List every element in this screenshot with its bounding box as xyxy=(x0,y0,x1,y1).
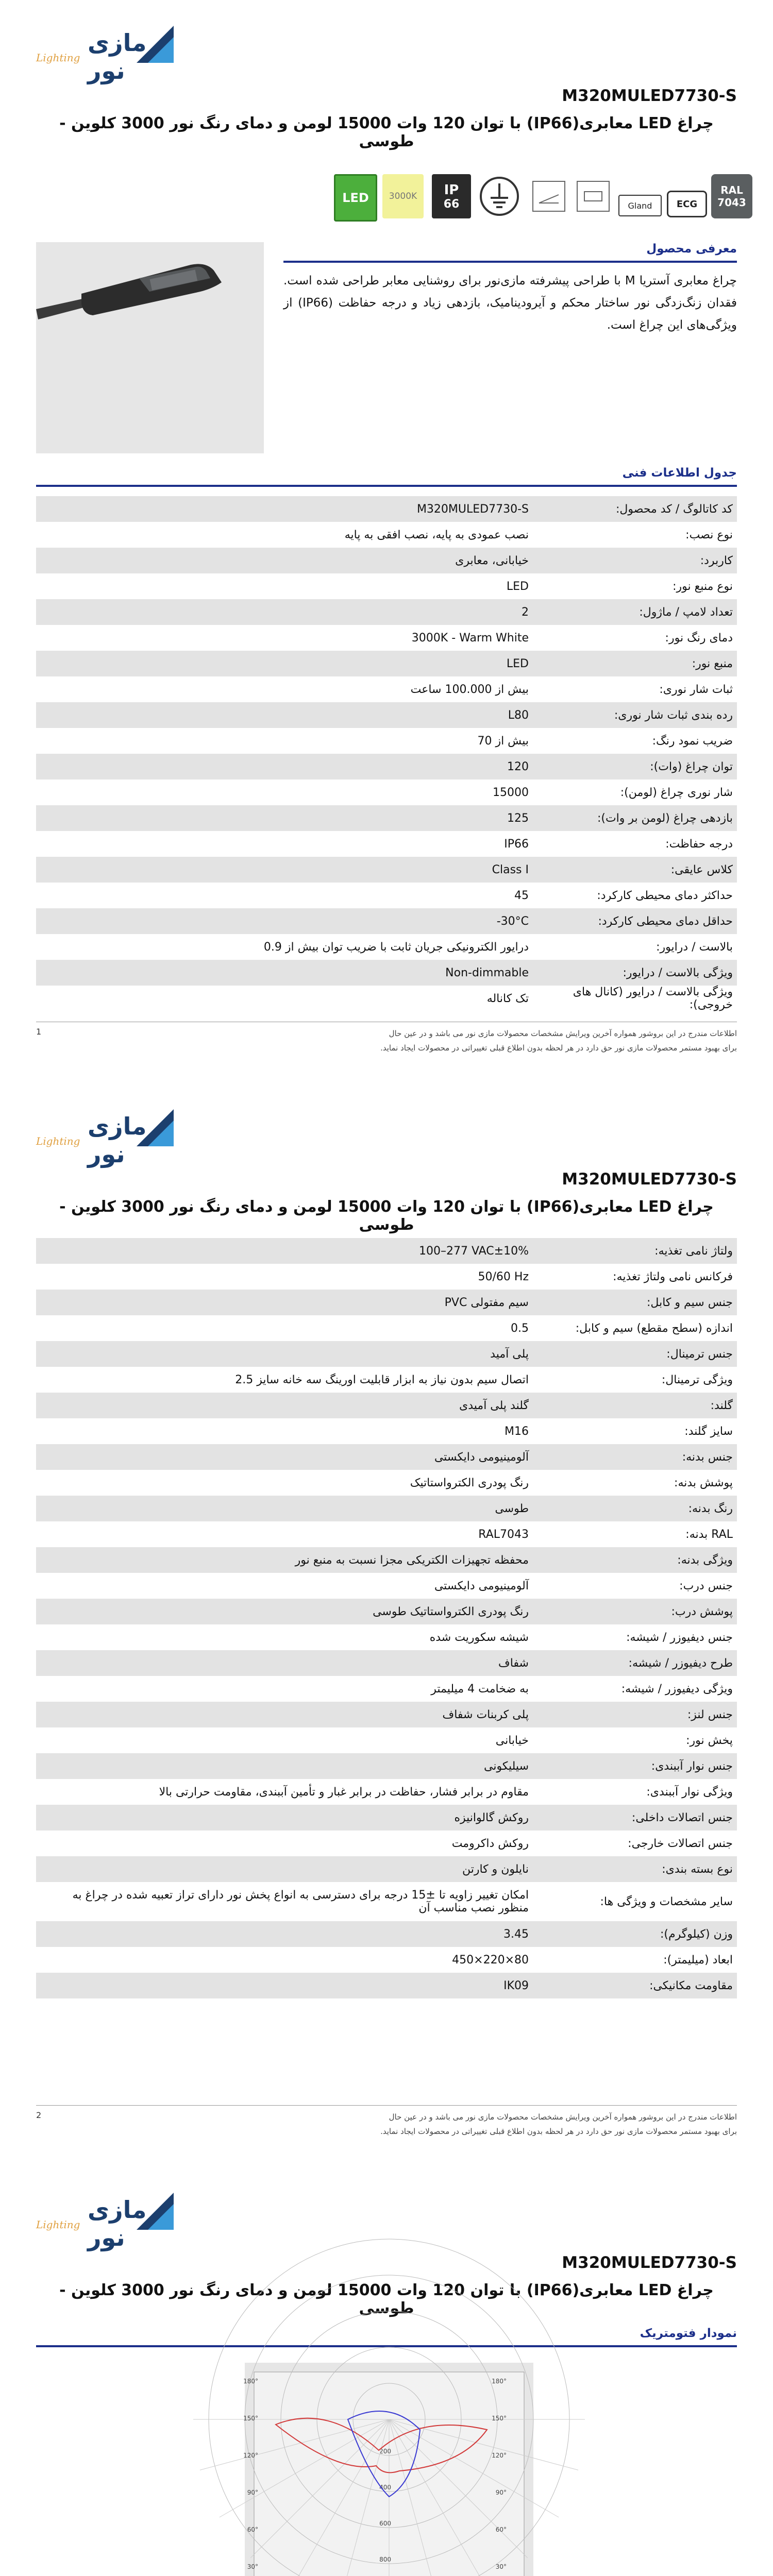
spec-row xyxy=(36,1624,737,1650)
angle-label: 90° xyxy=(495,2489,507,2496)
spec-key: پوشش درب: xyxy=(671,1605,733,1618)
spec-key: توان چراغ (وات): xyxy=(650,760,733,773)
spec-value: به ضخامت 4 میلیمتر xyxy=(431,1682,529,1696)
page-3 xyxy=(0,2167,773,2576)
spec-row xyxy=(36,1831,737,1856)
spec-key: ابعاد (میلیمتر): xyxy=(663,1953,733,1967)
spec-row xyxy=(36,625,737,651)
spec-value: محفظه تجهیزات الکتریکی مجزا نسبت به منبع نور xyxy=(295,1553,529,1567)
spec-key: بازدهی چراغ (لومن بر وات): xyxy=(597,811,733,825)
cct-badge: 3000K xyxy=(382,174,424,218)
footer xyxy=(36,2105,737,2151)
spec-key: ضریب نمود رنگ: xyxy=(652,734,733,748)
spec-key: ثبات شار نوری: xyxy=(659,683,733,696)
spec-section-continued xyxy=(36,1238,737,1998)
spec-value: 125 xyxy=(507,811,529,825)
spec-value: مقاوم در برابر فشار، حفاظت در برابر غبار و تأمین آببندی، مقاومت حرارتی بالا xyxy=(159,1785,529,1799)
badge-row xyxy=(36,174,746,222)
spec-value: IP66 xyxy=(504,837,529,851)
spec-row xyxy=(36,754,737,779)
spec-table xyxy=(36,1238,737,1998)
spec-row xyxy=(36,805,737,831)
intro-body: چراغ معابری آستریا M با طراحی پیشرفته مازی‌نور برای روشنایی معابر طراحی شده است. فقدان زنگ‌زدگی نور ساختار محکم و آیرودینامیک، بازدهی زیاد و درجه حفاظت (IP66) از ویژگی‌های این چراغ است. xyxy=(283,274,737,332)
spec-key: پخش نور: xyxy=(686,1734,733,1747)
product-image xyxy=(36,242,264,453)
spec-value: Non-dimmable xyxy=(445,966,529,979)
angle-label: 120° xyxy=(243,2452,258,2459)
photometry-divider xyxy=(36,2345,737,2347)
model-code: M320MULED7730-S xyxy=(562,2253,737,2272)
spec-value: امکان تغییر زاویه تا ±15 درجه برای دسترسی به انواع پخش نور دارای تراز تعبیه شده در چراغ به منظور نصب مناسب آن xyxy=(72,1889,529,1914)
spec-value: L80 xyxy=(508,708,529,722)
spec-key: حداکثر دمای محیطی کارکرد: xyxy=(597,889,733,902)
spec-key: سایز گلند: xyxy=(684,1425,733,1438)
ecg-badge: ECG xyxy=(667,191,707,217)
ring-label: 400 xyxy=(379,2484,391,2491)
photometric-chart xyxy=(245,2363,533,2576)
spec-row xyxy=(36,960,737,986)
spec-row xyxy=(36,779,737,805)
intro-section xyxy=(283,242,737,336)
spec-key: ولتاژ نامی تغذیه: xyxy=(654,1244,733,1258)
spec-row xyxy=(36,986,737,1011)
spec-value: نصب عمودی به پایه، نصب افقی به پایه xyxy=(344,528,529,541)
angle-label: 60° xyxy=(247,2526,258,2533)
spec-key: جنس اتصالات خارجی: xyxy=(628,1837,733,1850)
spec-key: ویژگی نوار آببندی: xyxy=(646,1785,733,1799)
led-badge: LED xyxy=(334,174,377,222)
ral-badge: RAL 7043 xyxy=(711,174,752,218)
spec-key: فرکانس نامی ولتاژ تغذیه: xyxy=(613,1270,733,1283)
footer-note-1: اطلاعات مندرج در این بروشور همواره آخرین ویرایش مشخصات محصولات مازی نور می باشد و در عین حال xyxy=(389,2112,737,2122)
spec-value: LED xyxy=(506,657,529,670)
spec-value: پلی کربنات شفاف xyxy=(442,1708,529,1721)
angle-label: 60° xyxy=(495,2526,507,2533)
spec-row xyxy=(36,728,737,754)
dimension-icon xyxy=(575,179,611,213)
spec-row xyxy=(36,496,737,522)
brand-name: مازی نور xyxy=(88,29,147,84)
spec-key: جنس نوار آببندی: xyxy=(651,1759,733,1773)
spec-value: درایور الکترونیکی جریان ثابت با ضریب توان بیش از 0.9 xyxy=(263,940,529,954)
spec-key: کلاس عایقی: xyxy=(670,863,733,876)
spec-row xyxy=(36,908,737,934)
spec-value: شفاف xyxy=(498,1656,529,1670)
spec-divider xyxy=(36,485,737,487)
brand-name: مازی نور xyxy=(88,2196,147,2251)
spec-row xyxy=(36,883,737,908)
earth-ground-icon xyxy=(478,175,520,217)
brand-name: مازی نور xyxy=(88,1112,147,1168)
spec-row xyxy=(36,1393,737,1418)
spec-row xyxy=(36,702,737,728)
spec-row xyxy=(36,1547,737,1573)
spec-value: LED xyxy=(506,580,529,593)
angle-label: 180° xyxy=(243,2378,258,2385)
product-title: چراغ LED معابری(IP66) با توان 120 وات 15000 لومن و دمای رنگ نور 3000 کلوین - طوسی xyxy=(59,114,714,150)
spec-value: بیش از 70 xyxy=(477,734,529,748)
ip-badge: IP 66 xyxy=(432,174,471,218)
angle-label: 30° xyxy=(247,2563,258,2570)
brand-subtitle: Lighting xyxy=(36,2218,80,2231)
spec-key: نوع بسته بندی: xyxy=(662,1862,733,1876)
spec-value: سیلیکونی xyxy=(484,1759,529,1773)
photometry-section xyxy=(36,2327,737,2347)
spec-value: 15000 xyxy=(493,786,529,799)
angle-label: 30° xyxy=(495,2563,507,2570)
spec-key: کد کاتالوگ / کد محصول: xyxy=(615,502,733,516)
spec-row xyxy=(36,1650,737,1676)
spec-value: گلند پلی آمیدی xyxy=(459,1399,529,1412)
spec-value: شیشه سکوریت شده xyxy=(429,1631,529,1644)
spec-row xyxy=(36,573,737,599)
spec-row xyxy=(36,1264,737,1290)
spec-row xyxy=(36,857,737,883)
spec-key: جنس اتصالات داخلی: xyxy=(631,1811,733,1824)
brand-logo xyxy=(36,1108,175,1168)
spec-value: روکش داکرومت xyxy=(451,1837,529,1850)
spec-value: 45 xyxy=(514,889,529,902)
spec-row xyxy=(36,1315,737,1341)
spec-value: اتصال سیم بدون نیاز به ابزار قابلیت اورینگ سه خانه سایز 2.5 xyxy=(235,1373,529,1386)
spec-row xyxy=(36,1921,737,1947)
angle-label: 120° xyxy=(492,2452,507,2459)
angle-label: 90° xyxy=(247,2489,258,2496)
footer-note-1: اطلاعات مندرج در این بروشور همواره آخرین ویرایش مشخصات محصولات مازی نور می باشد و در عین حال xyxy=(389,1029,737,1038)
spec-row xyxy=(36,599,737,625)
spec-value: -30°C xyxy=(496,914,529,928)
model-code: M320MULED7730-S xyxy=(562,87,737,105)
spec-row xyxy=(36,676,737,702)
mount-angle-icon xyxy=(531,179,567,213)
spec-row xyxy=(36,1676,737,1702)
spec-row xyxy=(36,1470,737,1496)
spec-key: جنس دیفیوزر / شیشه: xyxy=(626,1631,733,1644)
spec-key: ویژگی بالاست / درایور (کانال های خروجی): xyxy=(573,986,733,1011)
polar-diagram xyxy=(245,2363,533,2576)
spec-value: 3.45 xyxy=(503,1927,529,1941)
spec-key: دمای رنگ نور: xyxy=(665,631,733,645)
spec-row xyxy=(36,1341,737,1367)
spec-value: 100–277 VAC±10% xyxy=(419,1244,529,1258)
spec-value: سیم مفتولی PVC xyxy=(444,1296,529,1309)
spec-row xyxy=(36,1290,737,1315)
spec-row xyxy=(36,1727,737,1753)
spec-value: روکش گالوانیزه xyxy=(454,1811,529,1824)
spec-value: 2 xyxy=(522,605,529,619)
spec-value: خیابانی، معابری xyxy=(455,554,529,567)
spec-key: جنس ترمینال: xyxy=(666,1347,733,1361)
spec-row xyxy=(36,1702,737,1727)
spec-row xyxy=(36,1418,737,1444)
brand-subtitle: Lighting xyxy=(36,1135,80,1147)
spec-row xyxy=(36,1573,737,1599)
spec-row xyxy=(36,1779,737,1805)
spec-key: بالاست / درایور: xyxy=(656,940,733,954)
spec-key: شار نوری چراغ (لومن): xyxy=(620,786,733,799)
spec-row xyxy=(36,934,737,960)
spec-key: ویژگی ترمینال: xyxy=(661,1373,733,1386)
spec-section xyxy=(36,466,737,1011)
spec-value: 3000K - Warm White xyxy=(411,631,529,645)
spec-key: نوع نصب: xyxy=(685,528,733,541)
spec-value: 50/60 Hz xyxy=(478,1270,529,1283)
spec-value: 120 xyxy=(507,760,529,773)
spec-value: طوسی xyxy=(495,1502,529,1515)
ring-label: 800 xyxy=(379,2556,391,2563)
ring-label: 600 xyxy=(379,2520,391,2527)
spec-key: کاربرد: xyxy=(700,554,733,567)
spec-row xyxy=(36,1805,737,1831)
spec-value: M16 xyxy=(505,1425,529,1438)
spec-row xyxy=(36,1496,737,1521)
spec-value: بیش از 100.000 ساعت xyxy=(410,683,529,696)
brand-logo xyxy=(36,2192,175,2251)
spec-value: تک کاناله xyxy=(486,992,529,1005)
spec-key: حداقل دمای محیطی کارکرد: xyxy=(598,914,733,928)
page-2 xyxy=(0,1083,773,2167)
brand-subtitle: Lighting xyxy=(36,52,80,64)
spec-value: 0.5 xyxy=(511,1321,529,1335)
gland-badge: Gland xyxy=(618,195,662,216)
page-number: 2 xyxy=(36,2110,42,2120)
spec-table xyxy=(36,496,737,1011)
spec-key: RAL بدنه: xyxy=(685,1528,733,1541)
spec-title: جدول اطلاعات فنی xyxy=(622,466,737,480)
spec-key: پوشش بدنه: xyxy=(674,1476,733,1489)
spec-key: گلند: xyxy=(710,1399,733,1412)
angle-label: 150° xyxy=(492,2415,507,2422)
spec-key: سایر مشخصات و ویژگی ها: xyxy=(600,1895,733,1908)
spec-key: جنس سیم و کابل: xyxy=(647,1296,733,1309)
footer-note-2: برای بهبود مستمر محصولات مازی نور حق دارد در هر لحظه بدون اطلاع قبلی تغییراتی در محصولات ایجاد نماید. xyxy=(380,2127,737,2136)
spec-row xyxy=(36,1753,737,1779)
brand-logo xyxy=(36,25,175,84)
spec-value: آلومینیومی دایکستی xyxy=(434,1579,529,1592)
product-title: چراغ LED معابری(IP66) با توان 120 وات 15000 لومن و دمای رنگ نور 3000 کلوین - طوسی xyxy=(59,2281,714,2317)
spec-row xyxy=(36,1947,737,1973)
spec-row xyxy=(36,651,737,676)
spec-key: ویژگی دیفیوزر / شیشه: xyxy=(621,1682,733,1696)
spec-key: ویژگی بالاست / درایور: xyxy=(623,966,733,979)
spec-key: نوع منبع نور: xyxy=(673,580,733,593)
spec-row xyxy=(36,1599,737,1624)
spec-key: طرح دیفیوزر / شیشه: xyxy=(628,1656,733,1670)
spec-value: IK09 xyxy=(503,1979,529,1992)
spec-row xyxy=(36,1238,737,1264)
spec-key: ویژگی بدنه: xyxy=(677,1553,733,1567)
spec-key: جنس بدنه: xyxy=(682,1450,733,1464)
spec-row xyxy=(36,1521,737,1547)
spec-key: تعداد لامپ / ماژول: xyxy=(639,605,733,619)
spec-value: آلومینیومی دایکستی xyxy=(434,1450,529,1464)
spec-row xyxy=(36,548,737,573)
spec-value: رنگ پودری الکترواستاتیک xyxy=(410,1476,529,1489)
spec-key: جنس درب: xyxy=(679,1579,733,1592)
spec-value: نایلون و کارتن xyxy=(462,1862,529,1876)
spec-row xyxy=(36,831,737,857)
spec-row xyxy=(36,1367,737,1393)
spec-value: RAL7043 xyxy=(478,1528,529,1541)
intro-title: معرفی محصول xyxy=(646,242,737,256)
page-number: 1 xyxy=(36,1027,42,1037)
spec-value: پلی آمید xyxy=(490,1347,529,1361)
model-code: M320MULED7730-S xyxy=(562,1170,737,1189)
ring-label: 200 xyxy=(379,2448,391,2455)
spec-row xyxy=(36,1444,737,1470)
spec-key: منبع نور: xyxy=(692,657,733,670)
footer-note-2: برای بهبود مستمر محصولات مازی نور حق دارد در هر لحظه بدون اطلاع قبلی تغییراتی در محصولات ایجاد نماید. xyxy=(380,1043,737,1053)
product-title: چراغ LED معابری(IP66) با توان 120 وات 15000 لومن و دمای رنگ نور 3000 کلوین - طوسی xyxy=(59,1198,714,1234)
spec-value: M320MULED7730-S xyxy=(416,502,529,516)
spec-row xyxy=(36,522,737,548)
spec-value: رنگ پودری الکترواستاتیک طوسی xyxy=(373,1605,529,1618)
street-light-icon xyxy=(36,242,264,453)
spec-key: وزن (کیلوگرم): xyxy=(660,1927,733,1941)
spec-value: خیابانی xyxy=(495,1734,529,1747)
spec-key: درجه حفاظت: xyxy=(665,837,733,851)
angle-label: 180° xyxy=(492,2378,507,2385)
spec-key: جنس لنز: xyxy=(687,1708,733,1721)
spec-value: 450×220×80 xyxy=(452,1953,529,1967)
spec-key: اندازه (سطح مقطع) سیم و کابل: xyxy=(575,1321,733,1335)
spec-key: رده بندی ثبات شار نوری: xyxy=(614,708,733,722)
footer xyxy=(36,1022,737,1068)
photometry-title: نمودار فتومتریک xyxy=(640,2327,737,2340)
spec-key: رنگ بدنه: xyxy=(688,1502,733,1515)
spec-row xyxy=(36,1973,737,1998)
angle-label: 150° xyxy=(243,2415,258,2422)
spec-value: Class I xyxy=(492,863,529,876)
spec-row xyxy=(36,1882,737,1921)
spec-row xyxy=(36,1856,737,1882)
spec-key: مقاومت مکانیکی: xyxy=(649,1979,733,1992)
page-1 xyxy=(0,0,773,1083)
